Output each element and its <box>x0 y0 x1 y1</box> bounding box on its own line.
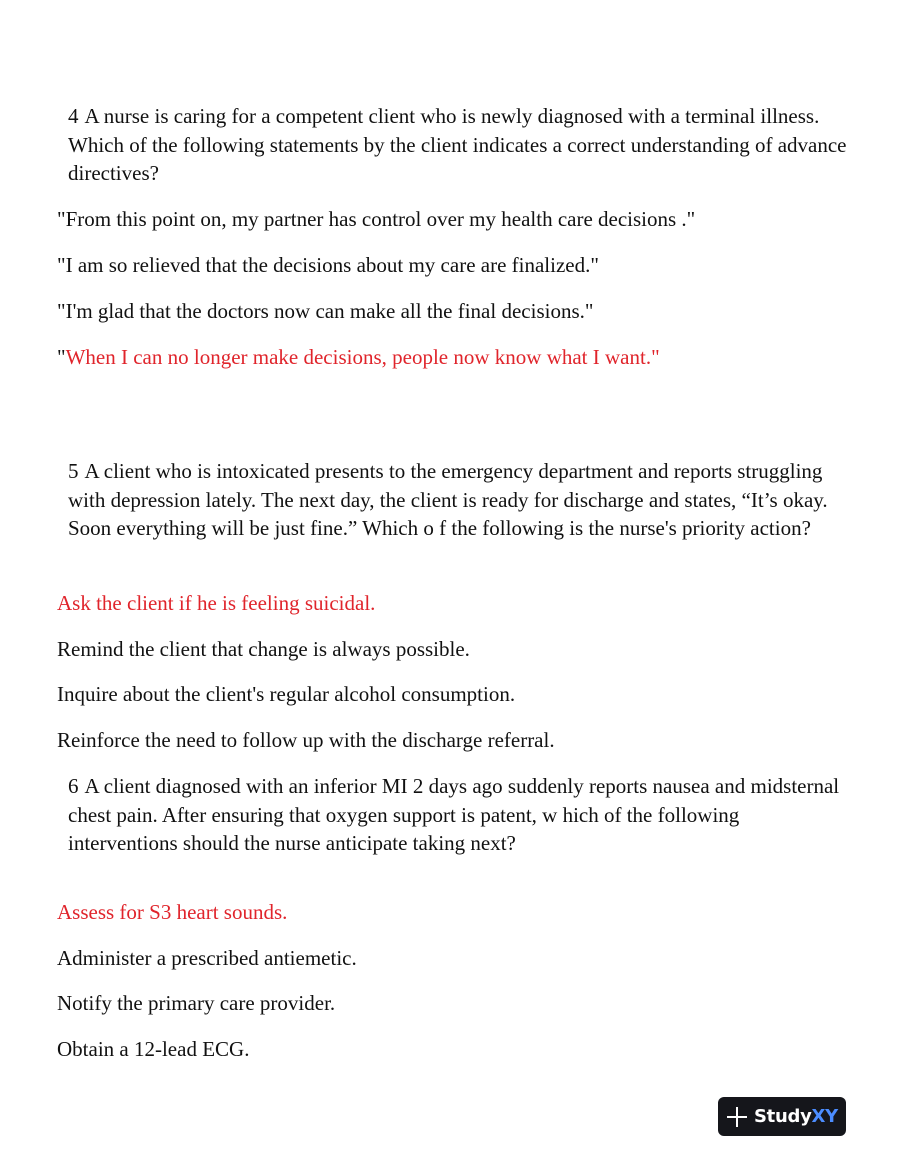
question-number: 6 <box>68 774 79 798</box>
option-4b: "I am so relieved that the decisions about my care are finalized." <box>57 253 599 277</box>
studyxy-logo <box>718 1097 846 1136</box>
option-6a-correct: Assess for S3 heart sounds. <box>57 900 288 924</box>
option-4c: "I'm glad that the doctors now can make all the final decisions." <box>57 299 594 323</box>
option-6d: Obtain a 12-lead ECG. <box>57 1037 250 1061</box>
option-5a-correct: Ask the client if he is feeling suicidal. <box>57 591 376 615</box>
question-number: 4 <box>68 104 79 128</box>
question-text: A client diagnosed with an inferior MI 2 days ago suddenly reports nausea and midsternal chest pain. After ensuring that oxygen support is patent, w hich of the following interventions should the nurse anticipate taking next? <box>68 774 840 855</box>
option-5b: Remind the client that change is always possible. <box>57 637 470 661</box>
plus-icon <box>726 1106 748 1128</box>
correct-answer-text: When I can no longer make decisions, people now know what I want." <box>65 345 660 369</box>
question-text: A client who is intoxicated presents to the emergency department and reports struggling with depression lately. The next day, the client is ready for discharge and states, “It’s okay. Soon everything will be just fine.” Which o f the following is the nurse's priority action? <box>68 459 828 540</box>
option-6c: Notify the primary care provider. <box>57 991 336 1015</box>
option-6b: Administer a prescribed antiemetic. <box>57 946 357 970</box>
question-5-stem <box>68 457 848 543</box>
option-5d: Reinforce the need to follow up with the discharge referral. <box>57 728 555 752</box>
question-6-stem <box>68 772 848 858</box>
logo-word-study: Study <box>754 1106 812 1127</box>
question-4-stem <box>68 102 848 188</box>
option-4a: "From this point on, my partner has control over my health care decisions ." <box>57 207 696 231</box>
logo-word-xy: XY <box>811 1106 838 1127</box>
option-4d-correct <box>57 343 660 371</box>
question-text: A nurse is caring for a competent client who is newly diagnosed with a terminal illness. Which of the following statements by the client indicates a correct understanding of advance directives? <box>68 104 847 185</box>
option-5c: Inquire about the client's regular alcohol consumption. <box>57 682 516 706</box>
logo-wordmark <box>754 1106 838 1127</box>
question-number: 5 <box>68 459 79 483</box>
answer-prefix: " <box>57 345 66 369</box>
